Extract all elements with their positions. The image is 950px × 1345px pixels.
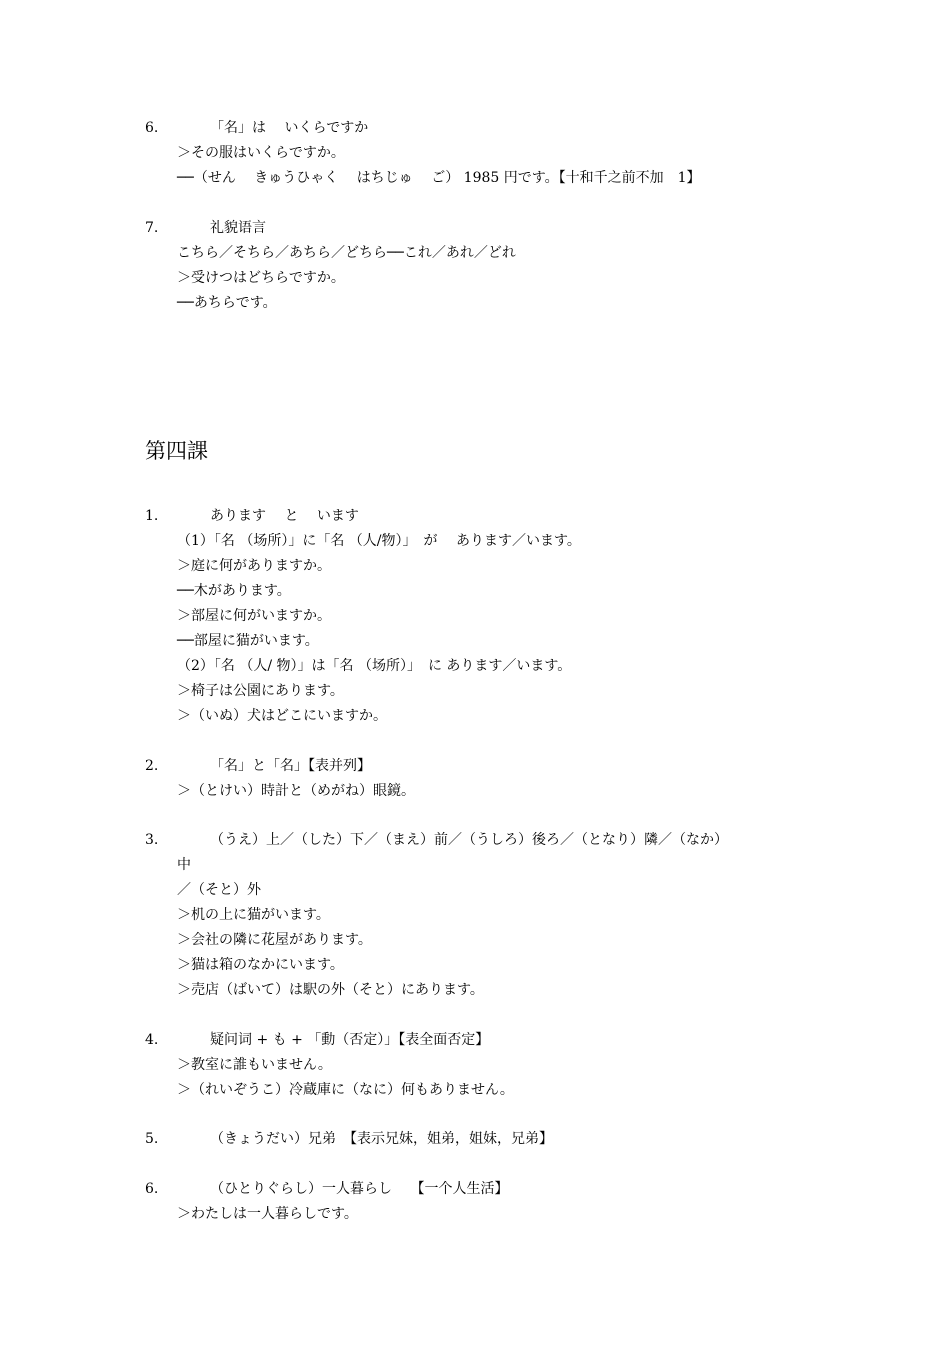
item-line: ＞（とけい）時計と（めがね）眼鏡。	[177, 783, 415, 799]
item-number: 2.	[145, 758, 159, 774]
item-line: ＞部屋に何がいますか。	[177, 608, 331, 624]
prev-item-6	[145, 116, 905, 191]
lesson-item-6	[145, 1177, 905, 1227]
item-number: 4.	[145, 1032, 159, 1048]
item-line: ＞わたしは一人暮らしです。	[177, 1206, 358, 1222]
item-number: 6.	[145, 120, 159, 136]
item-title: あります と います	[210, 508, 359, 524]
item-line: （1）「名 （场所）」に「名 （人/物）」 が あります／います。	[177, 533, 581, 549]
item-line: ＞会社の隣に花屋があります。	[177, 932, 372, 948]
item-title: 礼貌语言	[210, 220, 266, 236]
item-line: こちら／そちら／あちら／どちら──これ／あれ／どれ	[177, 245, 516, 261]
item-line: （2）「名 （人/ 物）」は「名 （场所）」 に あります／います。	[177, 658, 572, 674]
item-line: ＞庭に何がありますか。	[177, 558, 331, 574]
item-title: 疑问词 + も + 「動（否定）」【表全面否定】	[210, 1032, 490, 1048]
item-number: 5.	[145, 1131, 159, 1147]
item-number: 7.	[145, 220, 159, 236]
item-line: ＞猫は箱のなかにいます。	[177, 957, 344, 973]
item-title: （ひとりぐらし）一人暮らし 【一个人生活】	[210, 1181, 509, 1197]
item-line: ＞（いぬ）犬はどこにいますか。	[177, 708, 387, 724]
item-number: 6.	[145, 1181, 159, 1197]
lesson-item-4	[145, 1028, 905, 1103]
item-title: （うえ）上／（した）下／（まえ）前／（うしろ）後ろ／（となり）隣／（なか）	[210, 832, 728, 848]
item-line: ──あちらです。	[177, 295, 277, 311]
item-line: ──木があります。	[177, 583, 291, 599]
item-title: 「名」は いくらですか	[210, 120, 369, 136]
lesson-item-5	[145, 1127, 905, 1152]
item-line: ──部屋に猫がいます。	[177, 633, 319, 649]
item-line: ＞売店（ばいて）は駅の外（そと）にあります。	[177, 982, 484, 998]
item-line: 中	[177, 857, 191, 873]
item-title: （きょうだい）兄弟 【表示兄妹，姐弟，姐妹，兄弟】	[210, 1131, 553, 1147]
item-line: ／（そと）外	[177, 882, 261, 898]
item-line: ＞教室に誰もいません。	[177, 1057, 332, 1073]
lesson-item-3	[145, 828, 905, 1003]
lesson-title: 第四課	[145, 439, 208, 463]
item-line: ＞椅子は公園にあります。	[177, 683, 344, 699]
prev-item-7	[145, 216, 905, 316]
item-line: ＞受けつはどちらですか。	[177, 270, 345, 286]
item-line: ＞その服はいくらですか。	[177, 145, 345, 161]
lesson-item-2	[145, 754, 905, 804]
item-line: ＞（れいぞうこ）冷蔵庫に（なに）何もありません。	[177, 1082, 514, 1098]
lesson-item-1	[145, 504, 905, 729]
item-number: 1.	[145, 508, 159, 524]
item-line: ＞机の上に猫がいます。	[177, 907, 330, 923]
item-title: 「名」と「名」【表并列】	[210, 758, 371, 774]
item-number: 3.	[145, 832, 159, 848]
item-line: ──（せん きゅうひゃく はちじゅ ご） 1985 円です。【十和千之前不加 1】	[177, 170, 701, 186]
